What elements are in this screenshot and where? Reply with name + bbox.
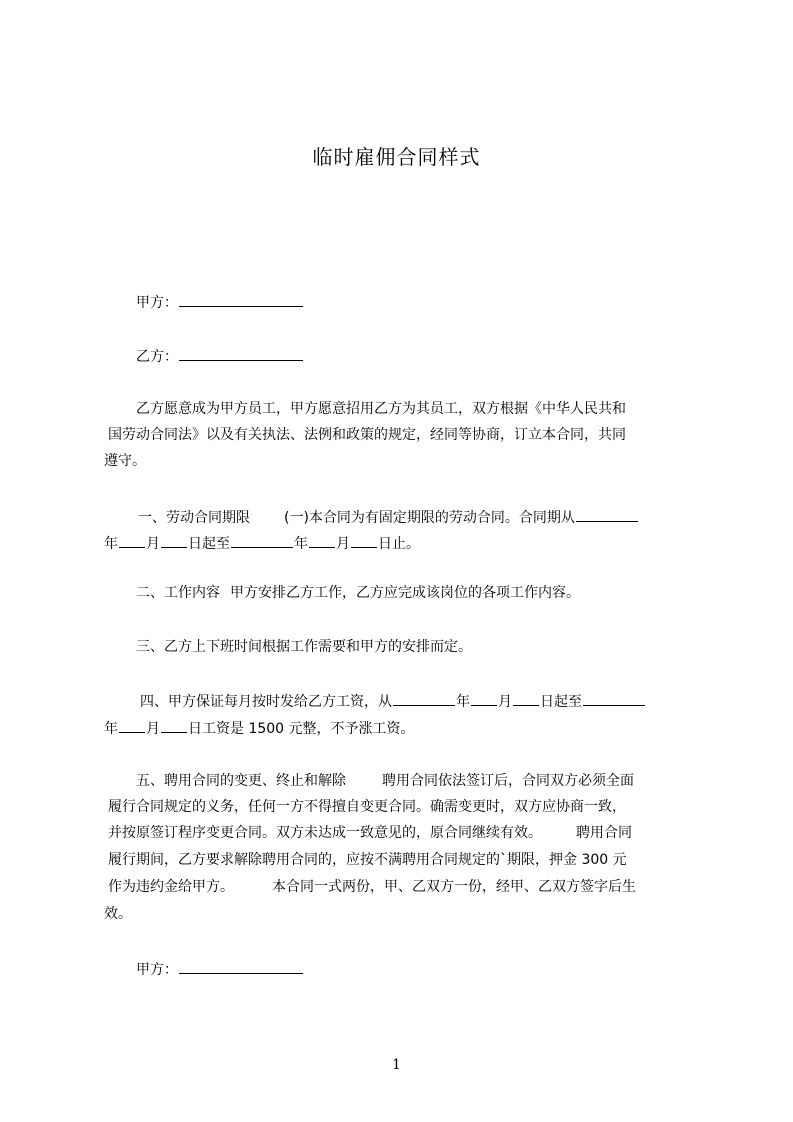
clause1-end-year-label: 年 bbox=[294, 536, 308, 552]
clause4-line-2 bbox=[104, 718, 415, 738]
clause1-day-to-label: 日止。 bbox=[378, 536, 420, 552]
clause5-line-4: 履行期间，乙方要求解除聘用合同的，应按不满聘用合同规定的`期限，押金 300 元 bbox=[108, 852, 627, 868]
clause1-year-blank bbox=[576, 507, 638, 522]
clause1-end-day-blank bbox=[351, 533, 377, 548]
clause4-wage-text: 日工资是 1500 元整，不予涨工资。 bbox=[188, 721, 415, 737]
clause5-text-3a: 并按原签订程序变更合同。双方未达成一致意见的，原合同继续有效。 bbox=[108, 825, 542, 841]
clause4-text: 四、甲方保证每月按时发给乙方工资，从 bbox=[140, 694, 392, 710]
page-number: 1 bbox=[392, 1057, 401, 1073]
clause5-text-3b: 聘用合同 bbox=[576, 825, 632, 841]
party-a-signature-label: 甲方： bbox=[136, 962, 178, 978]
clause3-line: 三、乙方上下班时间根据工作需要和甲方的安排而定。 bbox=[136, 639, 472, 655]
clause1-day-blank bbox=[161, 533, 187, 548]
clause1-text: (一)本合同为有固定期限的劳动合同。合同期从 bbox=[284, 510, 575, 526]
clause4-month-label: 月 bbox=[498, 694, 512, 710]
clause5-line-5 bbox=[108, 878, 636, 896]
party-a-signature-line bbox=[136, 959, 304, 979]
clause5-text-5a: 作为违约金给甲方。 bbox=[108, 879, 234, 895]
clause1-end-year-blank bbox=[231, 533, 293, 548]
clause1-heading: 一、劳动合同期限 bbox=[138, 510, 250, 526]
clause1-year-label: 年 bbox=[104, 536, 118, 552]
clause1-line-2 bbox=[104, 533, 420, 553]
clause5-line-1 bbox=[136, 772, 634, 790]
clause5-heading: 五、聘用合同的变更、终止和解除 bbox=[136, 773, 346, 789]
clause1-month-blank bbox=[119, 533, 145, 548]
clause4-end-year-blank bbox=[583, 691, 645, 706]
party-b-line bbox=[136, 346, 304, 366]
clause4-day-from-label: 日起至 bbox=[540, 694, 582, 710]
clause5-text-1: 聘用合同依法签订后，合同双方必须全面 bbox=[382, 773, 634, 789]
clause5-line-6: 效。 bbox=[104, 906, 132, 922]
clause1-day-from-label: 日起至 bbox=[188, 536, 230, 552]
clause4-line-1 bbox=[140, 691, 646, 711]
clause4-end-day-blank bbox=[161, 718, 187, 733]
clause4-month-blank bbox=[471, 691, 497, 706]
clause1-end-month-label: 月 bbox=[336, 536, 350, 552]
intro-line-1: 乙方愿意成为甲方员工，甲方愿意招用乙方为其员工，双方根据《中华人民共和 bbox=[136, 401, 626, 417]
intro-line-3: 遵守。 bbox=[104, 453, 146, 469]
clause1-line-1 bbox=[138, 507, 639, 527]
party-a-line bbox=[136, 292, 304, 312]
party-a-signature-blank bbox=[179, 959, 303, 974]
clause4-end-month-label: 月 bbox=[146, 721, 160, 737]
clause4-day-blank bbox=[513, 691, 539, 706]
clause2-heading: 二、工作内容 bbox=[136, 585, 220, 601]
clause5-line-3 bbox=[108, 824, 632, 842]
clause4-year-blank bbox=[393, 691, 455, 706]
clause4-end-year-label: 年 bbox=[104, 721, 118, 737]
intro-line-2: 国劳动合同法》以及有关执法、法例和政策的规定，经同等协商，订立本合同，共同 bbox=[108, 427, 626, 443]
clause2-text: 甲方安排乙方工作，乙方应完成该岗位的各项工作内容。 bbox=[230, 585, 580, 601]
party-a-blank bbox=[179, 292, 303, 307]
clause2-line bbox=[136, 584, 580, 602]
party-b-blank bbox=[179, 346, 303, 361]
clause4-end-month-blank bbox=[119, 718, 145, 733]
clause5-line-2: 履行合同规定的义务，任何一方不得擅自变更合同。确需变更时，双方应协商一致， bbox=[108, 799, 626, 815]
party-a-label: 甲方： bbox=[136, 295, 178, 311]
clause4-year-label: 年 bbox=[456, 694, 470, 710]
clause1-end-month-blank bbox=[309, 533, 335, 548]
document-title: 临时雇佣合同样式 bbox=[312, 145, 481, 169]
clause5-text-5b: 本合同一式两份，甲、乙双方一份，经甲、乙双方签字后生 bbox=[272, 879, 636, 895]
clause1-month-label: 月 bbox=[146, 536, 160, 552]
party-b-label: 乙方： bbox=[136, 349, 178, 365]
